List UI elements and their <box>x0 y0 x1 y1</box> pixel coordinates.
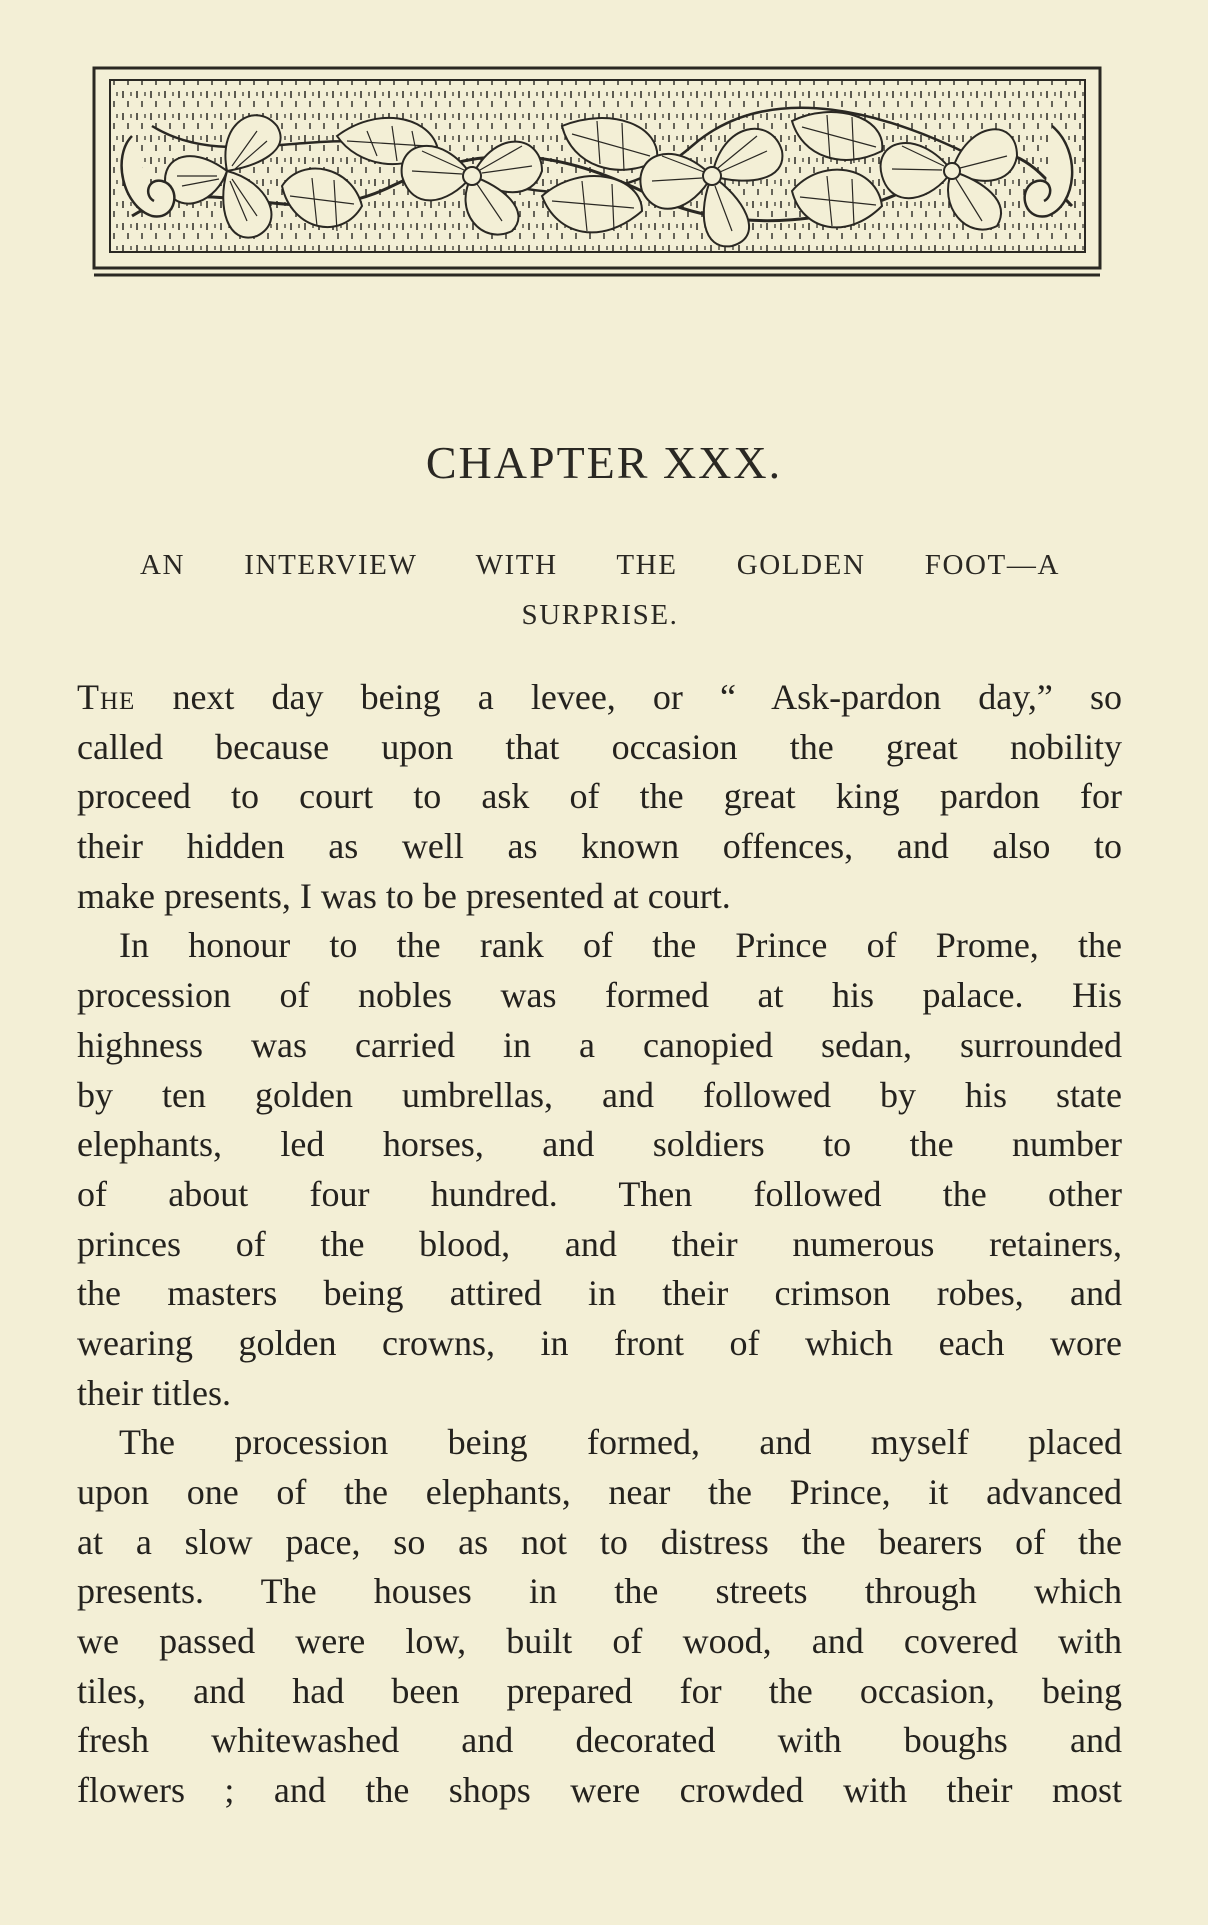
text-line: In honour to the rank of the Prince of Prome, the <box>119 925 1122 966</box>
text-line: The next day being a levee, or “ Ask-pardon day,” so <box>77 677 1122 717</box>
floral-headpiece-ornament <box>92 66 1102 280</box>
text-line: their titles. <box>77 1372 231 1413</box>
text-line: their hidden as well as known offences, and also to <box>77 826 1122 867</box>
text-line: wearing golden crowns, in front of which each wore <box>77 1322 1122 1363</box>
text-line: the masters being attired in their crimson robes, and <box>77 1273 1122 1314</box>
text-line: make presents, I was to be presented at court. <box>77 875 731 916</box>
text-line: The procession being formed, and myself placed <box>119 1422 1122 1463</box>
text-line: upon one of the elephants, near the Prince, it advanced <box>77 1472 1122 1512</box>
text-line: by ten golden umbrellas, and followed by his state <box>77 1074 1122 1115</box>
text-line: at a slow pace, so as not to distress the bearers of the <box>77 1521 1122 1562</box>
text-line: procession of nobles was formed at his palace. His <box>77 975 1122 1016</box>
chapter-subtitle-line: AN INTERVIEW WITH THE GOLDEN FOOT—A <box>140 549 1060 581</box>
chapter-subtitle <box>140 540 1060 640</box>
drop-word: The <box>77 677 136 717</box>
text-line: princes of the blood, and their numerous retainers, <box>77 1223 1122 1264</box>
chapter-title: CHAPTER XXX. <box>425 437 783 488</box>
text-line: of about four hundred. Then followed the other <box>77 1173 1122 1214</box>
text-line: fresh whitewashed and decorated with boughs and <box>77 1720 1122 1761</box>
text-line: flowers ; and the shops were crowded with their most <box>77 1770 1122 1811</box>
text-line: proceed to court to ask of the great king pardon for <box>77 776 1122 817</box>
chapter-subtitle-line: SURPRISE. <box>521 599 679 631</box>
text-line: called because upon that occasion the great nobility <box>77 726 1122 767</box>
text-line: presents. The houses in the streets through which <box>77 1571 1122 1612</box>
text-line: we passed were low, built of wood, and covered with <box>77 1621 1122 1662</box>
text-line: elephants, led horses, and soldiers to the number <box>77 1124 1122 1165</box>
body-text <box>77 673 1122 1816</box>
text-line: tiles, and had been prepared for the occasion, being <box>77 1670 1122 1711</box>
text-line: highness was carried in a canopied sedan, surrounded <box>77 1024 1122 1065</box>
